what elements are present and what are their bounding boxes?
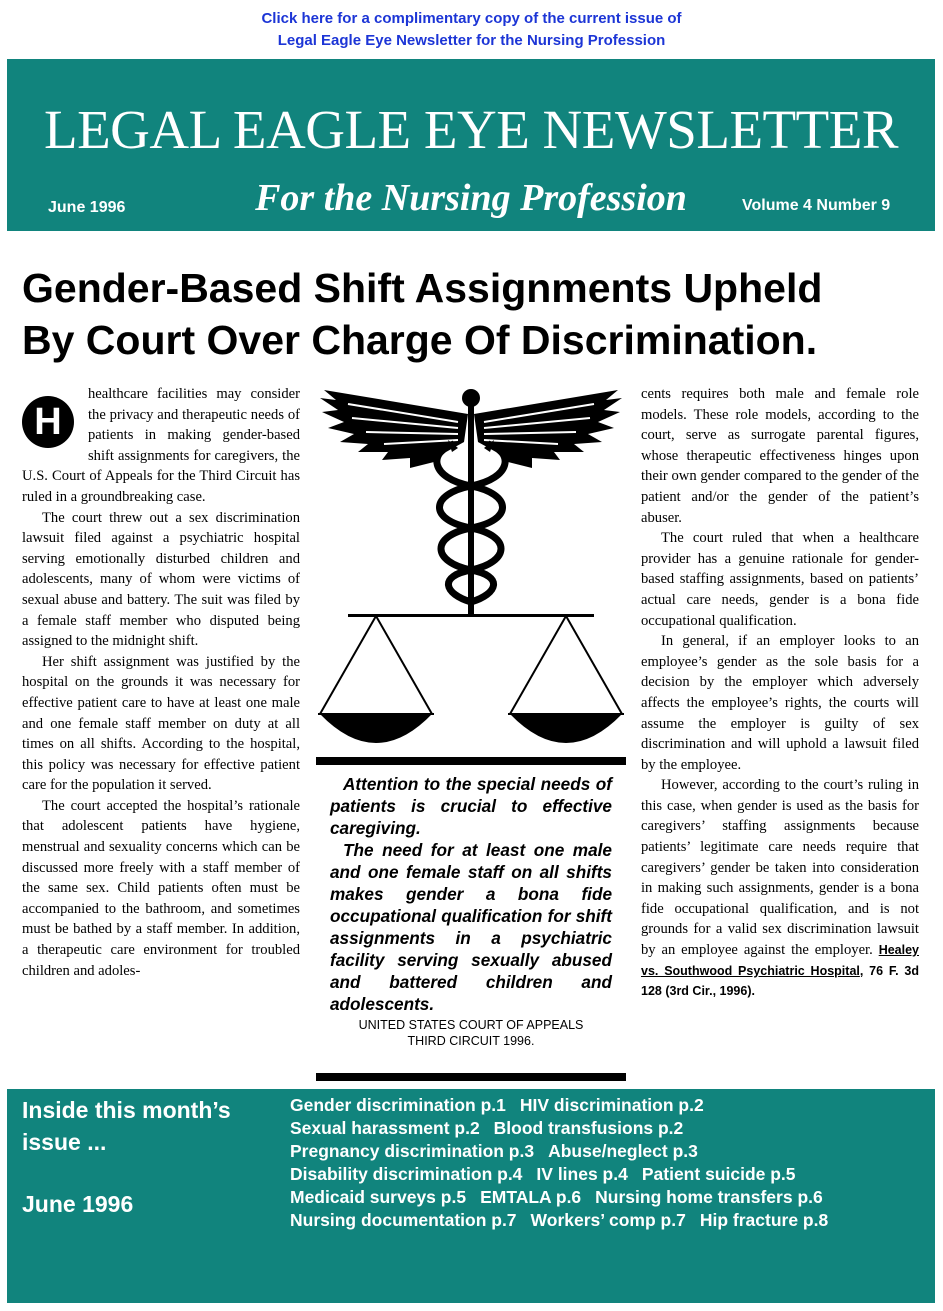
article-column-left: [22, 384, 300, 981]
issue-date: June 1996: [48, 199, 126, 216]
toc-line: [290, 1163, 930, 1186]
issue-volume: Volume 4 Number 9: [742, 197, 891, 214]
article-paragraph: The court threw out a sex discrimination lawsuit filed against a psychiatric hospital serving emotionally disturbed children and adolescents, many of whom were victims of sexual abuse and battery. The suit was filed by a female staff member who disputed being assigned to the midnight shift.: [22, 509, 300, 650]
toc-item: HIV discrimination p.2: [519, 1095, 704, 1115]
staff-knob: [462, 389, 480, 407]
caduceus-scales-icon: [318, 382, 624, 754]
article-headline: [22, 262, 922, 366]
toc-item: Nursing documentation p.7: [290, 1210, 517, 1230]
toc-item: Pregnancy discrimination p.3: [290, 1141, 535, 1161]
toc-item: Nursing home transfers p.6: [595, 1187, 823, 1207]
promo-line-1[interactable]: Click here for a complimentary copy of the current issue of: [261, 10, 682, 27]
case-name: Healey vs. Southwood Psychiatric Hospital: [641, 943, 919, 978]
toc-line: [290, 1209, 930, 1232]
headline-line-2: By Court Over Charge Of Discrimination.: [22, 317, 818, 363]
article-paragraph: healthcare facilities may consider the privacy and therapeutic needs of patients in making gender-based shift assignments for caregivers, the U.S. Court of Appeals for the Third Circuit has ruled in a groundbreaking case.: [22, 386, 300, 505]
toc-item: Hip fracture p.8: [699, 1210, 829, 1230]
contents-footer: [7, 1089, 935, 1303]
footer-date: June 1996: [22, 1191, 134, 1217]
toc-item: Blood transfusions p.2: [493, 1118, 684, 1138]
scale-pan-right: [508, 616, 624, 743]
toc-item: EMTALA p.6: [480, 1187, 582, 1207]
scale-pan-left: [318, 616, 434, 743]
case-reference: , 76 F. 3d 128 (3rd Cir., 1996).: [641, 963, 919, 999]
article-column-right: [641, 384, 919, 1002]
masthead: [7, 59, 935, 231]
pullquote-rule-top: [316, 757, 626, 765]
drop-cap: H: [22, 396, 74, 448]
toc-line: [290, 1117, 930, 1140]
pullquote-source-line-2: THIRD CIRCUIT 1996.: [407, 1034, 535, 1048]
promo-line-2[interactable]: Legal Eagle Eye Newsletter for the Nursing Profession: [277, 32, 666, 49]
article-paragraph: [641, 775, 919, 1002]
toc-item: Gender discrimination p.1: [290, 1095, 506, 1115]
scale-beam: [348, 614, 594, 617]
toc-item: Sexual harassment p.2: [290, 1118, 480, 1138]
toc-item: Workers’ comp p.7: [530, 1210, 686, 1230]
pullquote-source: [330, 1017, 612, 1049]
pullquote-paragraph: Attention to the special needs of patients is crucial to effective caregiving.: [330, 774, 612, 838]
toc-item: IV lines p.4: [536, 1164, 628, 1184]
newsletter-title: LEGAL EAGLE EYE NEWSLETTER: [43, 99, 899, 160]
pullquote-paragraph: The need for at least one male and one female staff on all shifts makes gender a bona fide occupational qualification for shift assignments in a psychiatric facility serving sexually abused and battered children and adolescents.: [330, 840, 612, 1014]
toc-line: [290, 1094, 930, 1117]
headline-line-1: Gender-Based Shift Assignments Upheld: [22, 265, 823, 311]
inside-issue-label: Inside this month’s issue ...: [22, 1097, 231, 1155]
toc-item: Medicaid surveys p.5: [290, 1187, 467, 1207]
article-paragraph: cents requires both male and female role models. These role models, according to the court, serve as surrogate parental figures, whose therapeutic effectiveness hinges upon their own gender compared to the gender of the patient and/or the gender of the patient’s abuser.: [641, 386, 919, 526]
article-paragraph: In general, if an employer looks to an employee’s gender as the sole basis for a decision by the employer which adversely affects the employee’s rights, the courts will assume the employer is guilty of sex discrimination and will uphold a lawsuit filed by the employee.: [641, 633, 919, 773]
caduceus-staff: [468, 406, 474, 616]
toc-item: Patient suicide p.5: [641, 1164, 796, 1184]
article-paragraph: The court ruled that when a healthcare provider has a genuine rationale for gender-based staffing assignments, based on patients’ actual care needs, gender is a bona fide occupational qualification.: [641, 530, 919, 629]
pullquote: [330, 773, 612, 1015]
article-paragraph: Her shift assignment was justified by the hospital on the grounds it was necessary for effective patient care to have at least one male and one female staff member on duty at all times on all shifts. According to the hospital, this policy was necessary for effective patient care for the population it served.: [22, 653, 300, 794]
article-paragraph: The court accepted the hospital’s rationale that adolescent patients have hygiene, menstrual and sexuality concerns which can be discussed more freely with a staff member of the same sex. Child patients often must be accompanied to the bathroom, and sometimes must be bathed by a staff member. In addition, a therapeutic care environment for troubled children and adoles-: [22, 797, 300, 979]
toc-item: Disability discrimination p.4: [290, 1164, 523, 1184]
toc-line: [290, 1186, 930, 1209]
pullquote-rule-bottom: [316, 1073, 626, 1081]
article-paragraph-text: However, according to the court’s ruling in this case, when gender is used as the basis for caregivers’ staffing assignments because patients’ legitimate care needs require that caregivers’ gender be taken into consideration in making such assignments, gender is a bona fide occupational qualification, and is not grounds for a valid sex discrimination lawsuit by an employee against the employer.: [641, 777, 919, 959]
toc-line: [290, 1140, 930, 1163]
table-of-contents: [290, 1094, 930, 1232]
newsletter-subtitle: For the Nursing Profession: [255, 177, 687, 219]
complimentary-copy-link[interactable]: [0, 8, 943, 52]
toc-item: Abuse/neglect p.3: [548, 1141, 698, 1161]
pullquote-source-line-1: UNITED STATES COURT OF APPEALS: [358, 1018, 584, 1032]
